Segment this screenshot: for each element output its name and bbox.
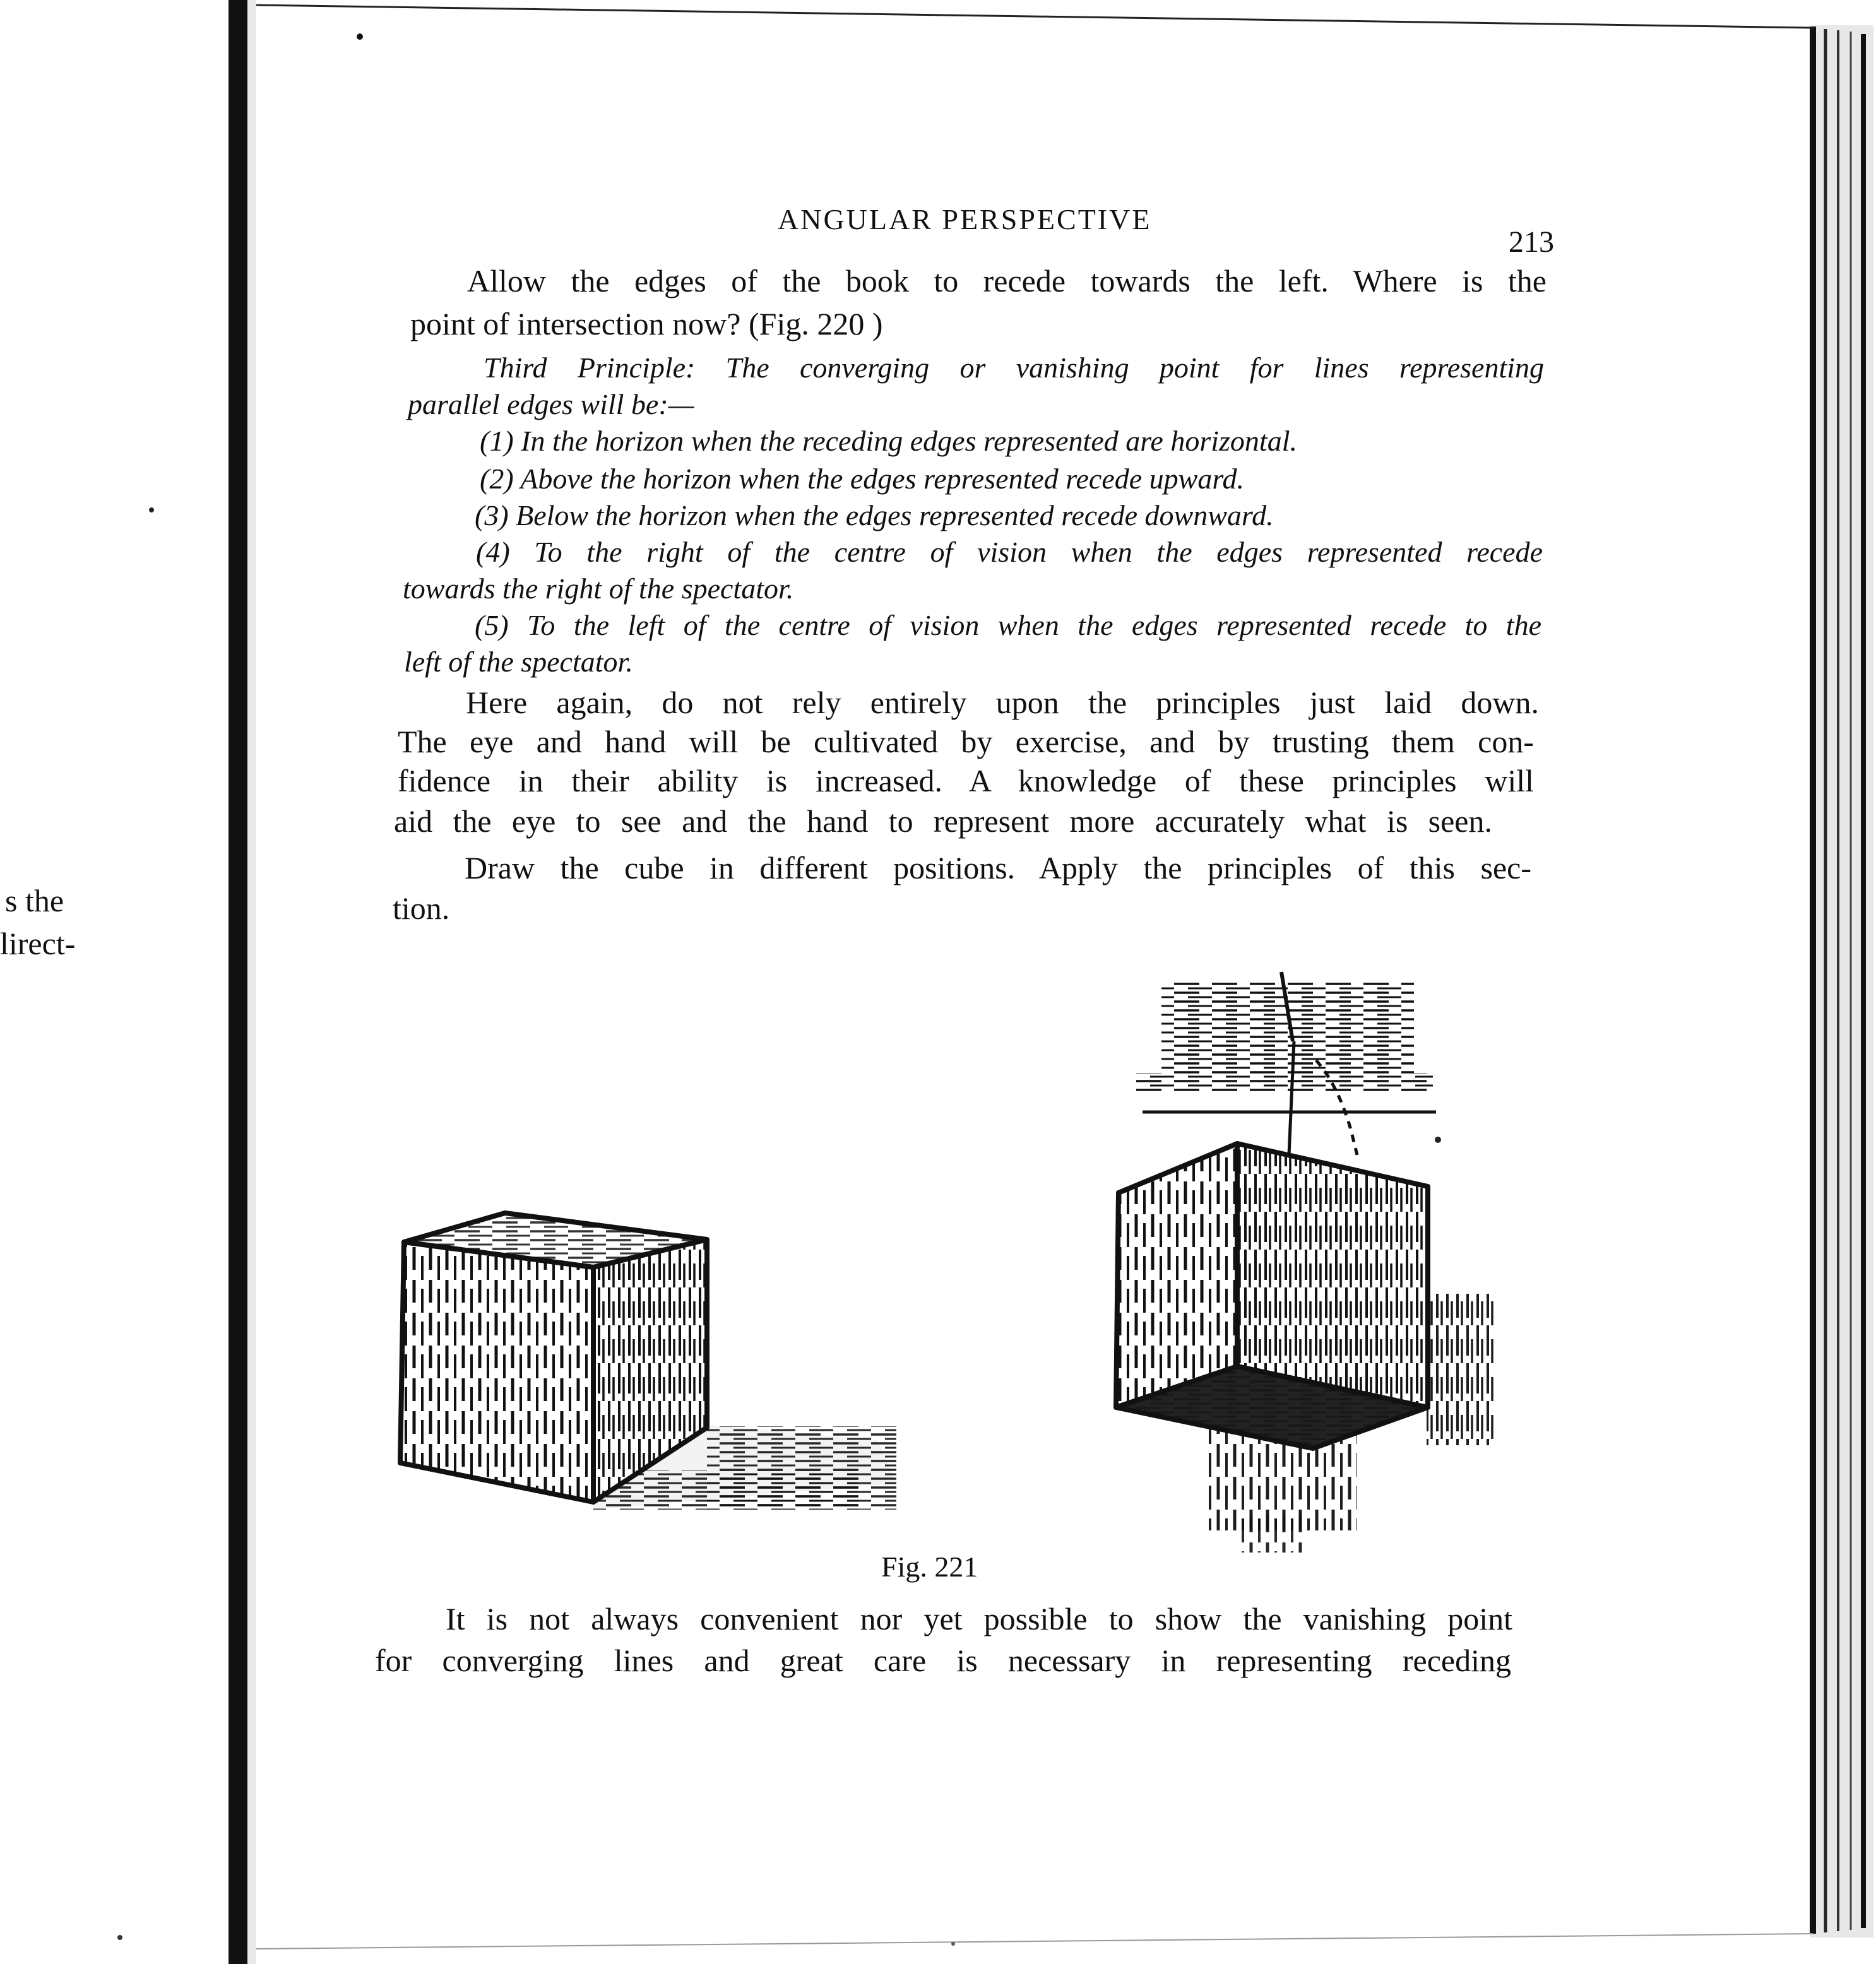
paragraph-3-line-1: Draw the cube in different positions. Apply the principles of this sec- (465, 850, 1531, 885)
principle-4-line-1: (4) To the right of the centre of vision when the edges represented recede (476, 536, 1543, 568)
third-principle-line-1: Third Principle: The converging or vanishing point for lines representing (484, 352, 1544, 384)
left-page (0, 0, 234, 1964)
paragraph-4-line-2: for converging lines and great care is necessary in representing receding (375, 1643, 1511, 1678)
principle-5-line-2: left of the spectator. (404, 646, 633, 678)
figure-caption: Fig. 221 (881, 1551, 978, 1583)
paragraph-1-line-1: Allow the edges of the book to recede towards the left. Where is the (467, 263, 1547, 299)
gutter-shadow (229, 0, 247, 1964)
paragraph-2-line-4: aid the eye to see and the hand to represent more accurately what is seen. (394, 803, 1492, 839)
principle-3: (3) Below the horizon when the edges represented recede downward. (475, 499, 1274, 531)
paragraph-1-line-2: point of intersection now? (Fig. 220 ) (410, 306, 883, 341)
paragraph-4-line-1: It is not always convenient nor yet possible to show the vanishing point (446, 1601, 1512, 1636)
paragraph-2-line-2: The eye and hand will be cultivated by exercise, and by trusting them con- (398, 724, 1534, 759)
principle-5-line-1: (5) To the left of the centre of vision when the edges represented recede to the (475, 609, 1541, 641)
principle-2: (2) Above the horizon when the edges represented recede upward. (480, 463, 1245, 495)
paragraph-2-line-3: fidence in their ability is increased. A knowledge of these principles will (398, 763, 1534, 798)
paragraph-3-line-2: tion. (393, 890, 450, 926)
paragraph-2-line-1: Here again, do not rely entirely upon the principles just laid down. (466, 685, 1539, 720)
running-head: ANGULAR PERSPECTIVE (778, 203, 1152, 235)
third-principle-line-2: parallel edges will be:— (408, 388, 694, 420)
left-page-fragment-1: s the (5, 883, 64, 918)
figure-cube-resting (400, 1213, 896, 1510)
page-number: 213 (1509, 225, 1554, 259)
figure-cube-suspended (1116, 972, 1496, 1553)
left-page-fragment-2: lirect- (0, 926, 76, 961)
principle-1: (1) In the horizon when the receding edges represented are horizontal. (480, 425, 1297, 457)
principle-4-line-2: towards the right of the spectator. (403, 572, 794, 605)
